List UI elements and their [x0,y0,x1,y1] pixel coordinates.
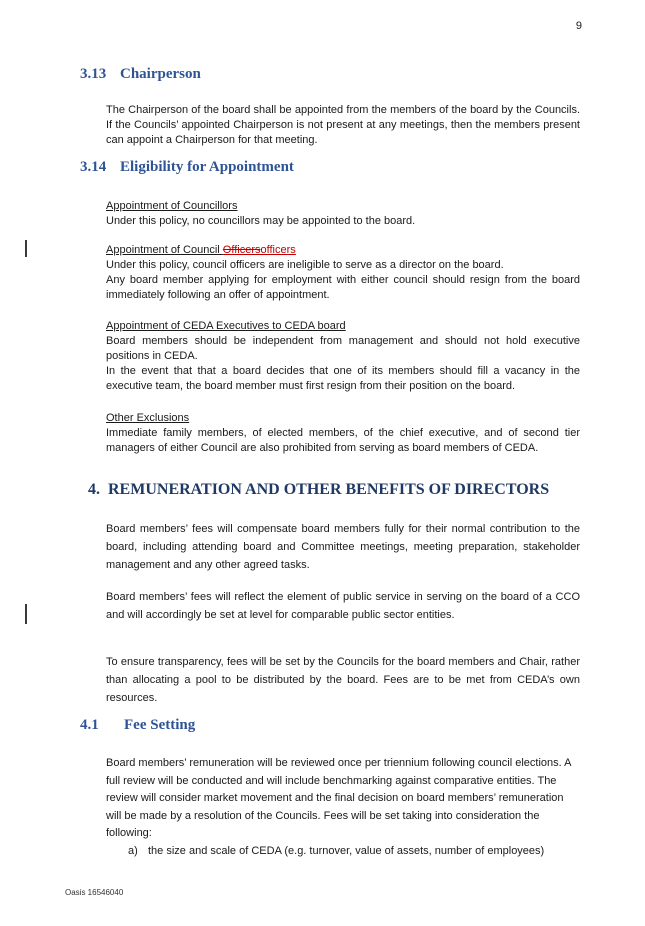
paragraph-councillors: Under this policy, no councillors may be appointed to the board. [106,215,416,227]
subheading-appointment-of-council-officers [106,243,580,258]
document-footer: Oasis 16546040 [65,888,124,897]
page-number: 9 [575,20,582,32]
heading-3-14-number: 3.14 [80,159,107,175]
tracked-change-inserted-officers: officers [260,244,296,256]
paragraph-fee-setting-text: Board members’ remuneration will be reviewed once per triennium following council elections. A full review will be conducted and will include benchmarking against comparative entities. The review will consider market movement and the final decision on board members’ remuneration will be made by a resolution of the Councils. Fees will be set taking into consideration the following: [106,757,571,839]
paragraph-executives-independent: Board members should be independent from management and should not hold executive positions in CEDA. [106,335,580,362]
list-item-a-text: the size and scale of CEDA (e.g. turnover, value of assets, number of employees) [148,844,545,857]
tracked-change-deleted-officers: Officers [222,244,261,256]
list-item-a [128,843,580,861]
list-item-a-label: a) [128,844,138,857]
subheading-ceda-executives: Appointment of CEDA Executives to CEDA board [106,320,346,332]
subheading-other-exclusions: Other Exclusions [106,412,190,424]
heading-4-1-number: 4.1 [80,717,99,733]
paragraph-officers-ineligible: Under this policy, council officers are ineligible to serve as a director on the board. [106,259,504,271]
subheading-officers-prefix: Appointment of Council [106,244,223,256]
paragraph-executives-vacancy: In the event that that a board decides that one of its members should fill a vacancy in the executive team, the board member must first resign from their position on the board. [106,365,580,392]
heading-4-1 [80,717,195,734]
paragraph-fees-public-service: Board members’ fees will reflect the element of public service in serving on the board of a CCO and will accordingly be set at level for comparable public sector entities. [106,591,580,621]
paragraph-fees-transparency: To ensure transparency, fees will be set by the Councils for the board members and Chair, rather than allocating a pool to be distributed by the board. Fees are to be met from CEDA’s own resources. [106,656,580,704]
heading-3-13-title: Chairperson [120,66,201,82]
heading-3-14-title: Eligibility for Appointment [120,159,294,175]
heading-3-13-number: 3.13 [80,66,107,82]
change-bar-cco-line [25,604,27,624]
paragraph-fees-compensate: Board members’ fees will compensate board members fully for their normal contribution to the board, including attending board and Committee meetings, meeting preparation, stakeholder management and any other agreed tasks. [106,523,580,571]
heading-4-1-title: Fee Setting [124,717,196,733]
subheading-appointment-of-councillors: Appointment of Councillors [106,200,238,212]
subsection-councillors [106,199,580,229]
heading-4-number: 4. [88,481,100,498]
change-bar-officers-line [25,240,27,257]
heading-4 [88,481,549,499]
heading-4-title: REMUNERATION AND OTHER BENEFITS OF DIRECTORS [108,481,550,498]
paragraph-other-exclusions: Immediate family members, of elected members, of the chief executive, and of second tier managers of either Council are also prohibited from serving as board members of CEDA. [106,427,580,454]
paragraph-chairperson: The Chairperson of the board shall be appointed from the members of the board by the Councils. If the Councils’ appointed Chairperson is not present at any meetings, then the members present can appoint a Chairperson for that meeting. [106,104,580,146]
heading-3-13 [80,66,201,83]
subsection-council-officers [106,243,580,303]
subsection-other-exclusions [106,411,580,456]
heading-3-14 [80,159,294,176]
paragraph-fee-setting [106,755,580,860]
paragraph-officers-resign: Any board member applying for employment with either council should resign from the board immediately following an offer of appointment. [106,274,580,301]
subsection-ceda-executives [106,319,580,394]
